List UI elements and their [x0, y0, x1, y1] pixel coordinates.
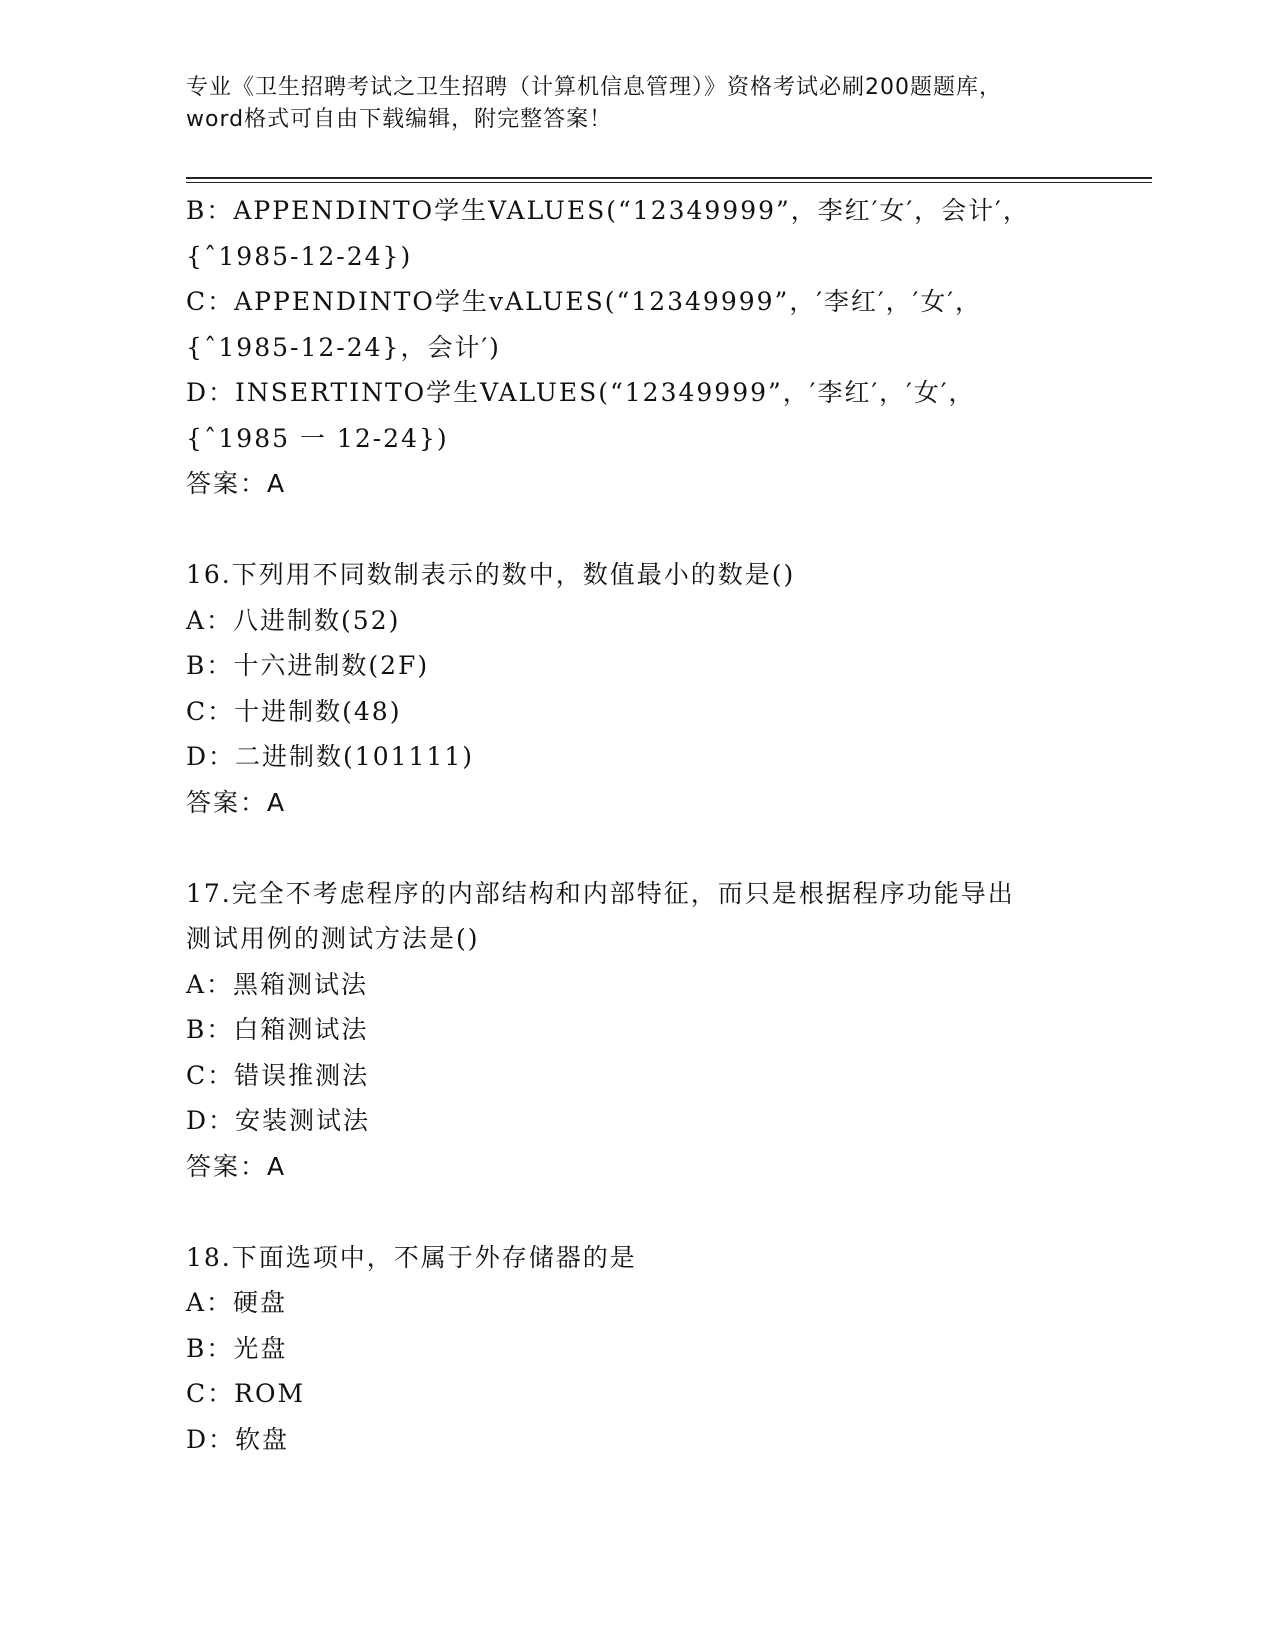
option-c: C：十进制数(48): [186, 696, 402, 726]
header-line-2: word格式可自由下载编辑，附完整答案！: [186, 107, 613, 132]
question-text: 18.下面选项中，不属于外存储器的是: [186, 1242, 637, 1272]
option-d: D：二进制数(101111): [186, 742, 474, 771]
option-b: B：十六进制数(2F): [186, 651, 430, 680]
option-b-line-1: B：APPENDINTO学生VALUES(“12349999”，李红′女′，会计′，: [186, 196, 1030, 225]
option-b: B：白箱测试法: [186, 1015, 369, 1044]
option-d: D：软盘: [186, 1424, 290, 1454]
question-list: [186, 188, 1146, 1462]
header-line-1: 专业《卫生招聘考试之卫生招聘（计算机信息管理）》资格考试必刷200题题库，: [186, 75, 1002, 100]
answer: 答案：A: [186, 469, 287, 498]
answer: 答案：A: [186, 1151, 287, 1181]
option-a: A：黑箱测试法: [186, 969, 369, 999]
answer: 答案：A: [186, 787, 287, 817]
option-c-line-2: {ˆ1985-12-24}，会计′): [186, 332, 501, 362]
header-divider-thick: [186, 177, 1152, 179]
option-d-line-1: D：INSERTINTO学生VALUES(“12349999”，′李红′，′女′，: [186, 378, 976, 407]
header-divider-thin: [186, 182, 1152, 183]
question-18: [186, 1235, 1146, 1463]
option-b-line-2: {ˆ1985-12-24}): [186, 241, 413, 271]
option-a: A：八进制数(52): [186, 605, 401, 635]
question-text: 16.下列用不同数制表示的数中，数值最小的数是(): [186, 560, 796, 589]
option-b: B：光盘: [186, 1333, 288, 1363]
option-c: C：ROM: [186, 1379, 306, 1408]
question-15-continued: [186, 188, 1146, 507]
option-c: C：错误推测法: [186, 1060, 370, 1090]
question-16: [186, 552, 1146, 825]
option-c-line-1: C：APPENDINTO学生vALUES(“12349999”，′李红′，′女′，: [186, 287, 983, 316]
page-header: [186, 72, 1086, 136]
question-text-line-2: 测试用例的测试方法是(): [186, 924, 480, 953]
question-17: [186, 871, 1146, 1190]
option-d-line-2: {ˆ1985 一 12-24}): [186, 423, 449, 453]
question-text-line-1: 17.完全不考虑程序的内部结构和内部特征，而只是根据程序功能导出: [186, 878, 1015, 908]
option-d: D：安装测试法: [186, 1106, 371, 1135]
option-a: A：硬盘: [186, 1288, 288, 1317]
